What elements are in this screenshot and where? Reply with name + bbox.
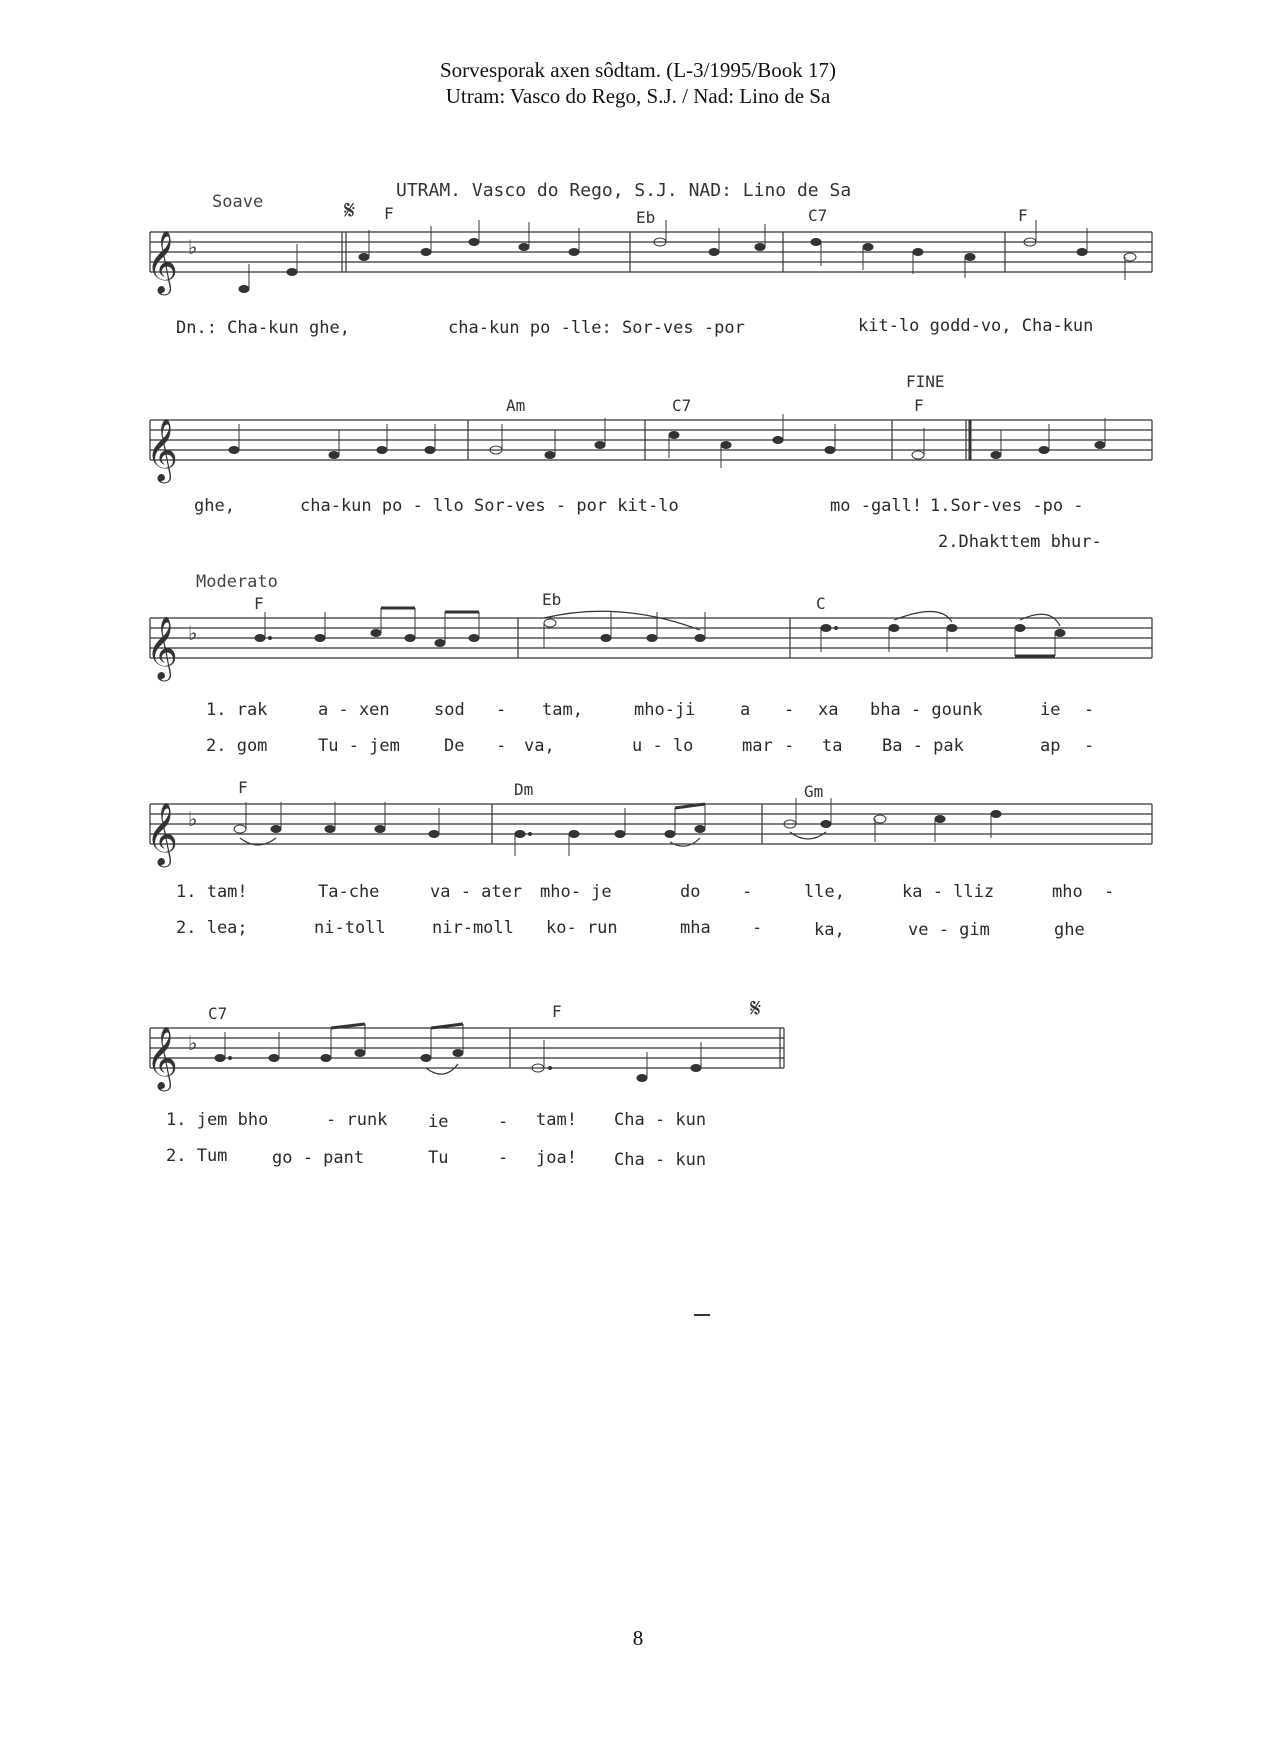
lyric-line: nir-moll [432, 918, 514, 938]
chord-symbol: Am [506, 396, 526, 415]
lyric-line: - [1104, 882, 1115, 902]
lyric-line: bha - gounk [870, 700, 983, 720]
lyric-line: 2. Tum [166, 1146, 228, 1166]
lyric-line: do [680, 882, 701, 902]
music-staff [140, 408, 1160, 498]
lyric-line: 1. jem bho [166, 1110, 269, 1130]
lyric-line: u - lo [632, 736, 694, 756]
lyric-line: 2. lea; [176, 918, 248, 938]
lyric-line: ap [1040, 736, 1061, 756]
lyric-line: - [784, 736, 795, 756]
lyric-line: 1. tam! [176, 882, 248, 902]
credits-line: UTRAM. Vasco do Rego, S.J. NAD: Lino de Sa [396, 180, 852, 201]
lyric-line: - [784, 700, 795, 720]
svg-text:𝄞: 𝄞 [146, 1026, 178, 1089]
lyric-line: ie [1040, 700, 1061, 720]
lyric-line: ghe, [194, 496, 235, 516]
lyric-line: ie [428, 1112, 449, 1132]
lyric-line: lle, [804, 882, 845, 902]
lyric-line: - [496, 736, 507, 756]
chord-symbol: Dm [514, 780, 534, 799]
svg-text:𝄞: 𝄞 [146, 802, 178, 865]
lyric-line: - [1084, 700, 1095, 720]
lyric-line: 1.Sor-ves -po - [930, 496, 1084, 516]
chord-symbol: C7 [672, 396, 692, 415]
lyric-line: Tu - jem [318, 736, 400, 756]
lyric-line: cha-kun po - llo Sor-ves - por kit-lo [300, 496, 679, 516]
page-number: 8 [632, 1626, 644, 1650]
chord-symbol: Eb [636, 208, 656, 227]
svg-text:𝄞: 𝄞 [146, 230, 178, 293]
lyric-line: kit-lo godd-vo, Cha-kun [858, 316, 1094, 336]
lyric-line: - [742, 882, 753, 902]
second-ending-lyric: 2.Dhakttem bhur- [938, 532, 1102, 552]
music-staff [140, 1016, 800, 1106]
tempo-moderato: Moderato [196, 572, 278, 592]
lyric-line: - runk [326, 1110, 388, 1130]
lyric-line: xa [818, 700, 839, 720]
lyric-line: va, [524, 736, 555, 756]
lyric-line: - [496, 700, 507, 720]
lyric-line: va - ater [430, 882, 523, 902]
svg-text:♭: ♭ [188, 809, 198, 831]
chord-symbol: F [238, 778, 248, 797]
dash-mark [694, 1314, 710, 1316]
lyric-line: Ta-che [318, 882, 380, 902]
lyric-line: mo -gall! [830, 496, 923, 516]
lyric-line: - [752, 918, 763, 938]
lyric-line: ko- run [546, 918, 618, 938]
chord-symbol: C7 [808, 206, 828, 225]
lyric-line: 1. rak [206, 700, 268, 720]
lyric-line: Ba - pak [882, 736, 964, 756]
chord-symbol: F [384, 204, 394, 223]
lyric-line: sod [434, 700, 465, 720]
lyric-line: - [498, 1148, 509, 1168]
chord-symbol: F [254, 594, 264, 613]
music-staff [140, 606, 1160, 696]
chord-symbol: C [816, 594, 826, 613]
lyric-line: Dn.: Cha-kun ghe, [176, 318, 350, 338]
segno-icon: 𝄋 [344, 196, 356, 225]
svg-text:♭: ♭ [188, 1033, 198, 1055]
lyric-line: ve - gim [908, 920, 990, 940]
lyric-line: tam, [542, 700, 583, 720]
segno-icon: 𝄋 [750, 994, 762, 1023]
lyric-line: tam! [536, 1110, 577, 1130]
lyric-line: 2. gom [206, 736, 268, 756]
music-staff [140, 220, 1160, 310]
lyric-line: mho-ji [634, 700, 696, 720]
lyric-line: ka - lliz [902, 882, 995, 902]
lyric-line: Cha - kun [614, 1110, 707, 1130]
lyric-line: Tu [428, 1148, 449, 1168]
svg-text:𝄞: 𝄞 [146, 616, 178, 679]
svg-text:♭: ♭ [188, 237, 198, 259]
chord-symbol: F [914, 396, 924, 415]
lyric-line: cha-kun po -lle: Sor-ves -por [448, 318, 745, 338]
svg-text:♭: ♭ [188, 623, 198, 645]
lyric-line: - [1084, 736, 1095, 756]
chord-symbol: Eb [542, 590, 562, 609]
lyric-line: mar [742, 736, 773, 756]
chord-symbol: F [552, 1002, 562, 1021]
tempo-soave: Soave [212, 192, 264, 212]
lyric-line: mha [680, 918, 711, 938]
page-subtitle: Utram: Vasco do Rego, S.J. / Nad: Lino de Sa [445, 84, 831, 108]
lyric-line: a [740, 700, 751, 720]
lyric-line: mho- je [540, 882, 612, 902]
lyric-line: ni-toll [314, 918, 386, 938]
lyric-line: ta [822, 736, 843, 756]
chord-symbol: Gm [804, 782, 824, 801]
page-title: Sorvesporak axen sôdtam. (L-3/1995/Book 17) [439, 58, 837, 82]
chord-symbol: F [1018, 206, 1028, 225]
lyric-line: ka, [814, 920, 845, 940]
svg-text:𝄞: 𝄞 [146, 418, 178, 481]
lyric-line: go - pant [272, 1148, 365, 1168]
lyric-line: mho [1052, 882, 1083, 902]
fine-marking: FINE [906, 372, 945, 391]
lyric-line: - [498, 1112, 509, 1132]
music-staff [140, 792, 1160, 882]
lyric-line: ghe [1054, 920, 1085, 940]
lyric-line: a - xen [318, 700, 390, 720]
lyric-line: joa! [536, 1148, 577, 1168]
chord-symbol: C7 [208, 1004, 228, 1023]
lyric-line: De [444, 736, 465, 756]
lyric-line: Cha - kun [614, 1150, 707, 1170]
